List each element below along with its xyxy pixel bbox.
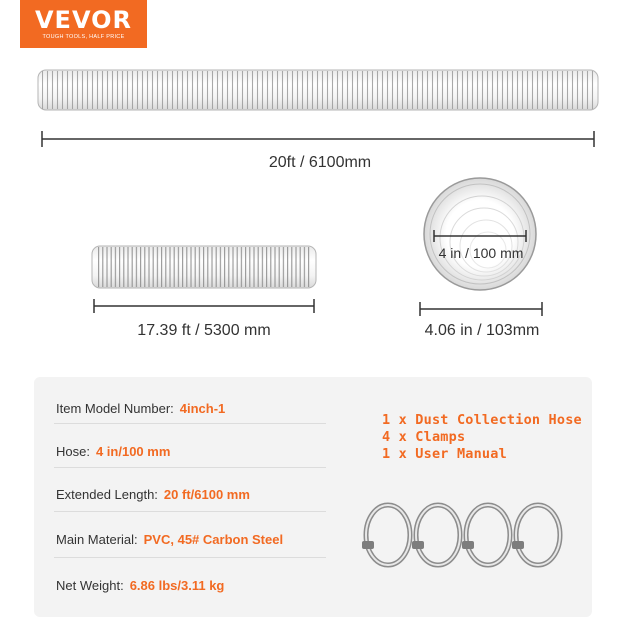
spec-row-material <box>56 532 283 547</box>
divider <box>54 557 326 558</box>
spec-label: Main Material: <box>56 532 138 547</box>
brand-name: VEVOR <box>34 6 132 34</box>
spec-value: 20 ft/6100 mm <box>163 487 250 502</box>
outer-diameter-dimension-line <box>420 302 542 316</box>
compressed-length-dimension-line <box>94 299 314 313</box>
compressed-length-label: 17.39 ft / 5300 mm <box>137 322 271 339</box>
hose-end-view <box>424 178 536 290</box>
divider <box>54 511 326 512</box>
full-length-label: 20ft / 6100mm <box>268 154 372 171</box>
spec-label: Extended Length: <box>56 487 158 502</box>
spec-value: 4 in/100 mm <box>95 444 171 459</box>
spec-row-weight <box>56 578 224 593</box>
inner-diameter-label: 4 in / 100 mm <box>438 245 524 261</box>
package-item: 1 x User Manual <box>382 446 507 462</box>
brand-tagline: TOUGH TOOLS, HALF PRICE <box>42 34 125 40</box>
spec-label: Net Weight: <box>56 578 124 593</box>
full-length-dimension-line <box>42 131 594 147</box>
divider <box>54 467 326 468</box>
package-item: 4 x Clamps <box>382 429 466 445</box>
long-hose <box>38 70 598 110</box>
spec-label: Item Model Number: <box>56 401 174 416</box>
specification-panel <box>34 377 592 617</box>
package-item: 1 x Dust Collection Hose <box>382 412 582 428</box>
package-contents <box>382 412 582 463</box>
spec-label: Hose: <box>56 444 90 459</box>
spec-value: PVC, 45# Carbon Steel <box>143 532 284 547</box>
spec-row-model <box>56 401 225 416</box>
spec-value: 6.86 lbs/3.11 kg <box>129 578 225 593</box>
divider <box>54 423 326 424</box>
spec-row-extended-length <box>56 487 250 502</box>
compressed-hose <box>92 246 316 288</box>
hose-clamps-illustration <box>352 495 592 575</box>
outer-diameter-label: 4.06 in / 103mm <box>424 322 540 339</box>
spec-row-hose <box>56 444 170 459</box>
spec-value: 4inch-1 <box>179 401 226 416</box>
